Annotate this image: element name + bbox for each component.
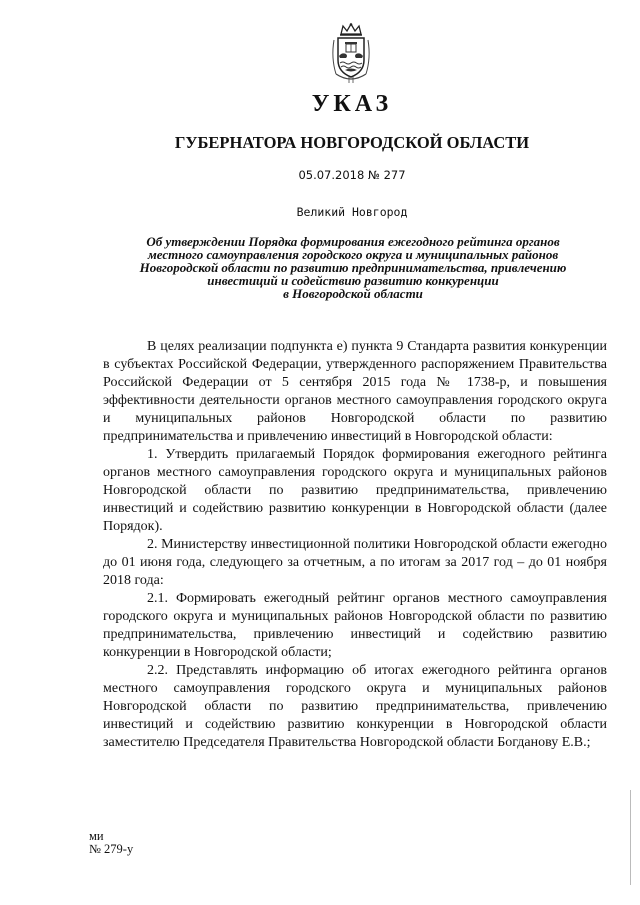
coat-of-arms-icon xyxy=(328,22,374,84)
preamble-paragraph: В целях реализации подпункта е) пункта 9 Стандарта развития конкуренции в субъектах Российской Федерации, утвержденного распоряжением Правительства Российской Федерации от 5 сентября 2015 года № 1738-р, и повышения эффективности деятельности органов местного самоуправления городского округа и муниципальных районов Новгородской области по развитию предпринимательства и привлечению инвестиций в Новгородской области: xyxy=(103,339,607,444)
clause-paragraph: 2.2. Представлять информацию об итогах ежегодного рейтинга органов местного самоуправления городского округа и муниципальных районов Новгородской области по развитию предпринимательства, привлечению инвестиций и содействию развитию конкуренции в Новгородской области заместителю Председателя Правительства Новгородской области Богданову Е.В.; xyxy=(103,663,607,750)
clause-paragraph: 2. Министерству инвестиционной политики Новгородской области ежегодно до 01 июня года, следующего за отчетным, а по итогам за 2017 год – до 01 ноября 2018 года: xyxy=(103,537,607,588)
document-footer xyxy=(89,830,133,856)
heading-line: в Новгородской области xyxy=(283,286,423,301)
city-name: Великий Новгород xyxy=(296,205,408,219)
issuer-subtitle: ГУБЕРНАТОРА НОВГОРОДСКОЙ ОБЛАСТИ xyxy=(174,133,530,152)
scan-edge-line xyxy=(630,790,631,885)
date-and-number: 05.07.2018 № 277 xyxy=(298,168,406,182)
heading-line: Об утверждении Порядка формирования ежегодного рейтинга органов xyxy=(146,234,560,249)
clause-paragraph: 1. Утвердить прилагаемый Порядок формирования ежегодного рейтинга органов местного самоуправления городского округа и муниципальных районов Новгородской области по развитию предпринимательства, привлечению инвестиций и содействию развитию конкуренции в Новгородской области (далее Порядок). xyxy=(103,447,607,534)
reference-number: № 279-у xyxy=(89,842,134,856)
clause-paragraph: 2.1. Формировать ежегодный рейтинг органов местного самоуправления городского округа и муниципальных районов Новгородской области по развитию предпринимательства, привлечению инвестиций и содействию развитию конкуренции в Новгородской области; xyxy=(103,591,607,660)
heading-line: Новгородской области по развитию предпринимательства, привлечению xyxy=(139,260,567,275)
decree-heading xyxy=(100,235,606,300)
decree-body xyxy=(103,338,607,752)
document-type-title: УКАЗ xyxy=(311,91,393,117)
heading-line: инвестиций и содействию развитию конкуренции xyxy=(207,273,499,288)
heading-line: местного самоуправления городского округа и муниципальных районов xyxy=(147,247,559,262)
author-initials: ми xyxy=(89,829,104,843)
